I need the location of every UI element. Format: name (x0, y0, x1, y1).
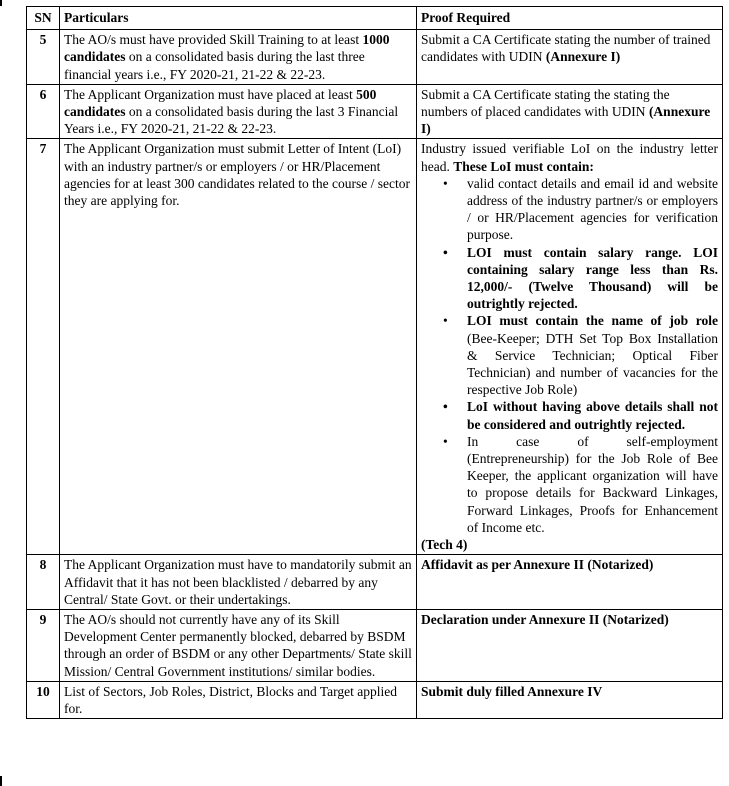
row-proof (417, 30, 723, 85)
table-row (27, 84, 723, 139)
particulars-text: The Applicant Organization must have placed at least (64, 86, 357, 102)
particulars-bold: 1000 candidates (64, 32, 390, 65)
table-row (27, 681, 723, 718)
proof-tech-reference: (Tech 4) (421, 537, 468, 553)
list-item: • LoI without having above details shall not be considered and outrightly rejected. (467, 398, 718, 432)
header-proof: Proof Required (417, 7, 723, 30)
row-proof: Declaration under Annexure II (Notarized) (417, 609, 723, 681)
particulars-bold: 500 candidates (64, 86, 377, 120)
table-header-row (27, 7, 723, 30)
list-item-bold: LOI must contain the name of job role (467, 313, 718, 329)
row-particulars: The AO/s should not currently have any of its Skill Development Center permanently blocked, debarred by BSDM through an order of BSDM or any other Departments/ State skill Mission/ Central Government institutions/ similar bodies. (60, 609, 417, 681)
proof-text: Submit a CA Certificate stating the stating the numbers of placed candidates with UDIN (421, 86, 670, 120)
proof-annexure: (Annexure I) (545, 49, 621, 65)
proof-intro (421, 140, 718, 174)
list-item: • LOI must contain salary range. LOI containing salary range less than Rs. 12,000/- (Twelve Thousand) will be outrightly rejected. (467, 244, 718, 313)
row-particulars: List of Sectors, Job Roles, District, Blocks and Target applied for. (60, 681, 417, 718)
proof-text: Industry issued verifiable LoI on the industry letter head. (421, 141, 718, 174)
row-sn: 8 (27, 555, 60, 610)
row-sn: 9 (27, 609, 60, 681)
particulars-text: The AO/s must have provided Skill Training to at least (64, 32, 363, 48)
loi-requirements-list (421, 175, 718, 536)
row-particulars (60, 84, 417, 139)
row-sn: 7 (27, 139, 60, 555)
row-proof: Submit duly filled Annexure IV (417, 681, 723, 718)
row-particulars: The Applicant Organization must have to mandatorily submit an Affidavit that it has not been blacklisted / debarred by any Central/ State Govt. or their undertakings. (60, 555, 417, 610)
list-item-text: (Bee-Keeper; DTH Set Top Box Installation & Service Technician; Optical Fiber Technician) and number of vacancies for the respective Job Role) (467, 330, 718, 398)
row-proof: Affidavit as per Annexure II (Notarized) (417, 555, 723, 610)
row-proof (417, 139, 723, 555)
header-sn: SN (27, 7, 60, 30)
list-item (467, 312, 718, 398)
particulars-text: on a consolidated basis during the last three financial years i.e., FY 2020-21, 21-22 & 22-23. (64, 49, 365, 82)
proof-annexure: (Annexure I) (421, 104, 711, 137)
table-row (27, 139, 723, 555)
row-proof (417, 84, 723, 139)
table-row (27, 30, 723, 85)
table-row (27, 555, 723, 610)
row-particulars: The Applicant Organization must submit Letter of Intent (LoI) with an industry partner/s or employers / or HR/Placement agencies for at least 300 candidates related to the course / sector they are applying for. (60, 139, 417, 555)
header-particulars: Particulars (60, 7, 417, 30)
list-item: • valid contact details and email id and website address of the industry partner/s or employers / or HR/Placement agencies for verification purpose. (467, 175, 718, 244)
proof-intro-bold: These LoI must contain: (453, 158, 594, 174)
row-sn: 10 (27, 681, 60, 718)
left-margin-rule-bottom (0, 776, 2, 786)
particulars-text: on a consolidated basis during the last 3 Financial Years i.e., FY 2020-21, 21-22 & 22-23. (64, 104, 399, 137)
row-particulars (60, 30, 417, 85)
table-row (27, 609, 723, 681)
left-margin-rule (0, 0, 2, 6)
row-sn: 5 (27, 30, 60, 85)
proof-text: Submit a CA Certificate stating the number of trained candidates with UDIN (421, 32, 711, 65)
list-item: • In case of self-employment (Entrepreneurship) for the Job Role of Bee Keeper, the applicant organization will have to propose details for Backward Linkages, Forward Linkages, Proofs for Enhancement of Income etc. (467, 433, 718, 536)
row-sn: 6 (27, 84, 60, 139)
eligibility-table (26, 6, 723, 719)
